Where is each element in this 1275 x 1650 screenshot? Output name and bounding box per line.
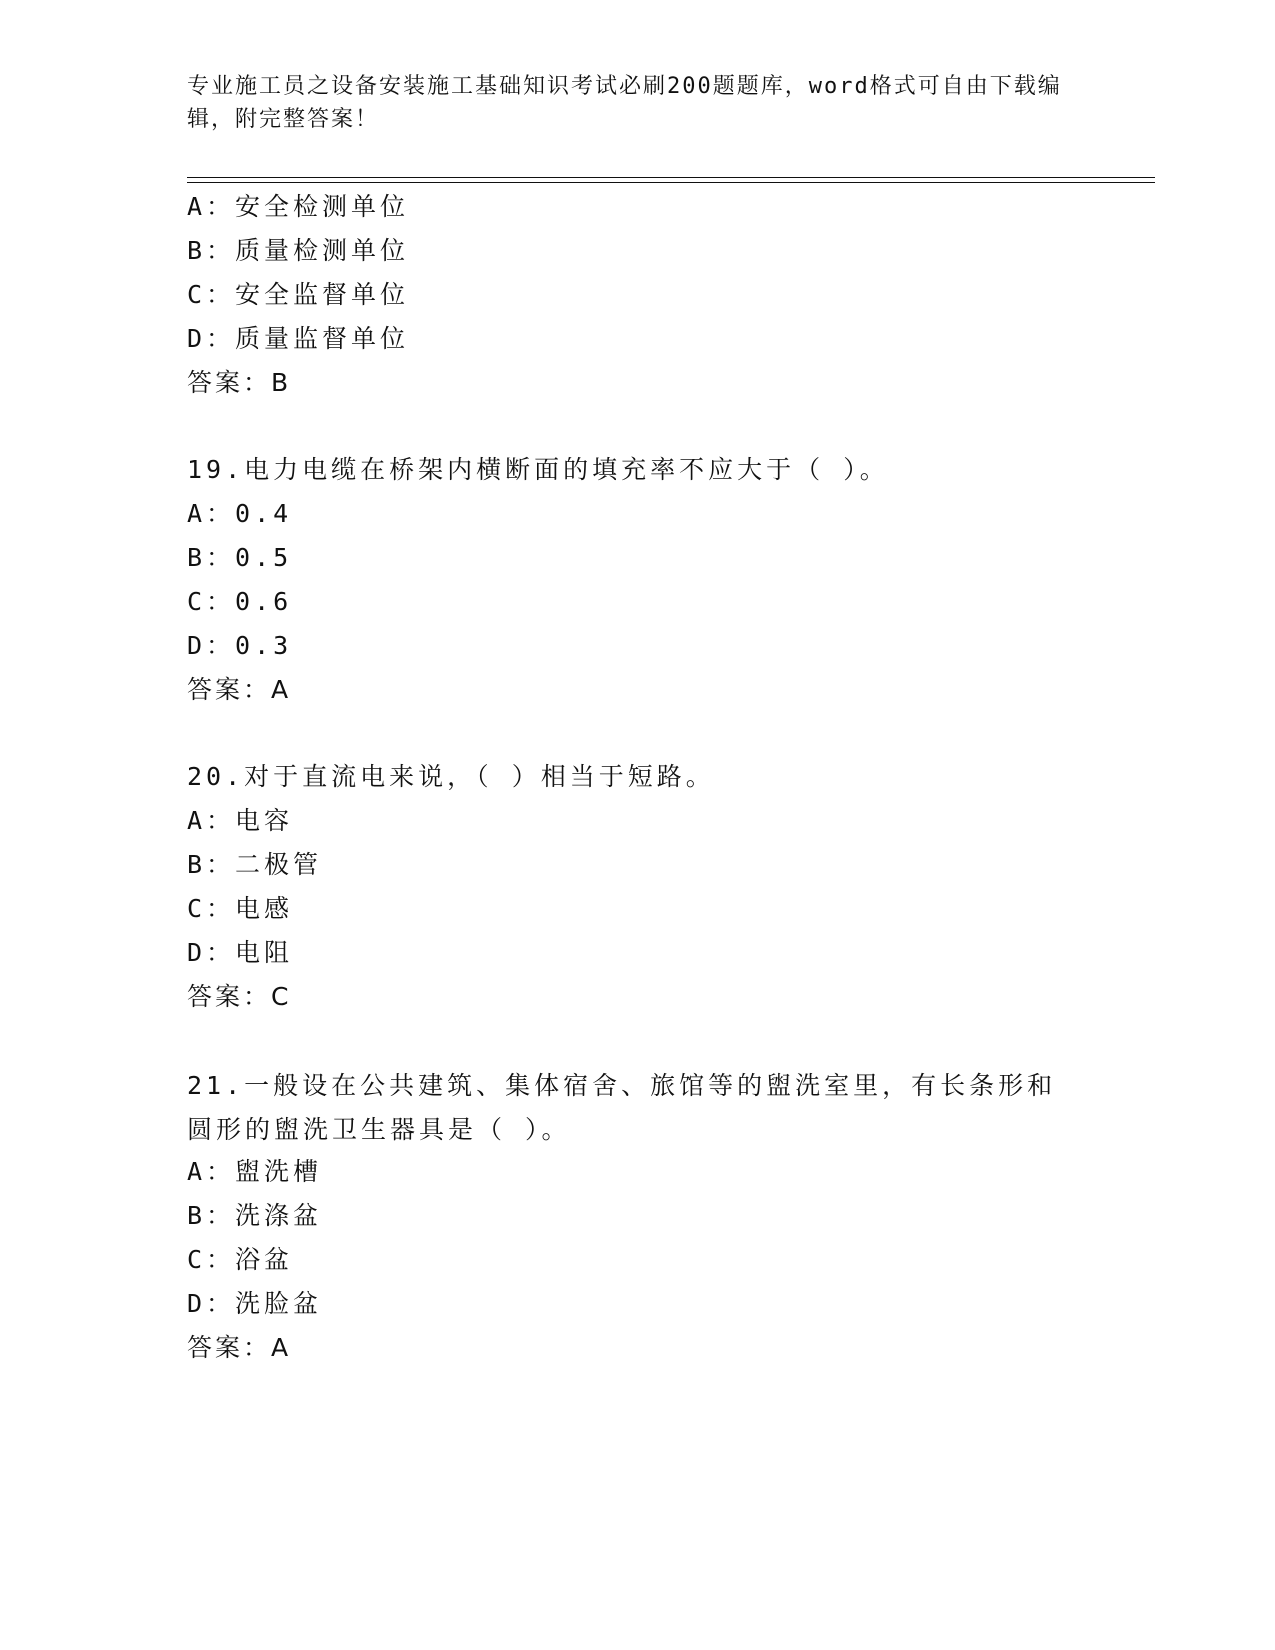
q21-option-a: A：盥洗槽	[187, 1157, 323, 1186]
q20-option-d: D：电阻	[187, 938, 294, 967]
q20-text: 20.对于直流电来说，（ ）相当于短路。	[187, 762, 715, 791]
q20-option-b: B：二极管	[187, 850, 323, 879]
q18-option-d: D：质量监督单位	[187, 324, 410, 353]
q21-option-c: C：浴盆	[187, 1245, 294, 1274]
header-divider-bottom	[187, 182, 1155, 183]
q21-option-b: B：洗涤盆	[187, 1201, 323, 1230]
q19-text: 19.电力电缆在桥架内横断面的填充率不应大于（ ）。	[187, 455, 889, 484]
q20-option-c: C：电感	[187, 894, 294, 923]
q21-answer: 答案：A	[187, 1333, 292, 1362]
q19-option-d: D：0.3	[187, 631, 293, 660]
q20-answer: 答案：C	[187, 982, 292, 1011]
document-title: 专业施工员之设备安装施工基础知识考试必刷200题题库，word格式可自由下载编辑，附完整答案！	[187, 74, 1062, 132]
q20-option-a: A：电容	[187, 806, 294, 835]
q21-text: 21.一般设在公共建筑、集体宿舍、旅馆等的盥洗室里，有长条形和圆形的盥洗卫生器具是（ ）。	[187, 1071, 1057, 1144]
header-divider-top	[187, 177, 1155, 178]
q21-option-d: D：洗脸盆	[187, 1289, 323, 1318]
q19-option-b: B：0.5	[187, 543, 293, 572]
q19-option-a: A：0.4	[187, 499, 293, 528]
q18-option-c: C：安全监督单位	[187, 280, 410, 309]
q18-option-a: A：安全检测单位	[187, 192, 410, 221]
q19-answer: 答案：A	[187, 675, 292, 704]
q18-answer: 答案：B	[187, 368, 292, 397]
q18-option-b: B：质量检测单位	[187, 236, 410, 265]
q19-option-c: C：0.6	[187, 587, 293, 616]
